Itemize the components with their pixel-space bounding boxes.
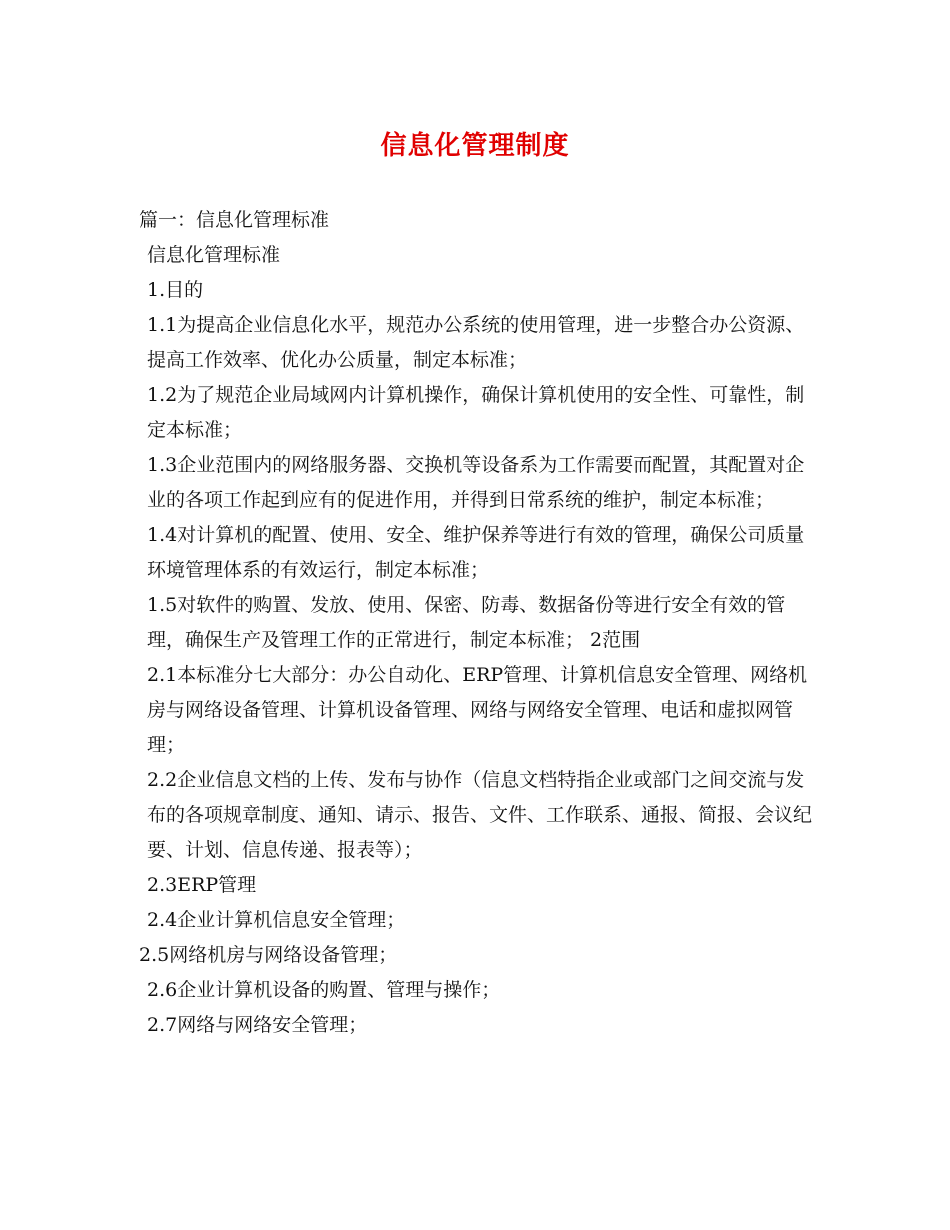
paragraph-2-2: 2.2企业信息文档的上传、发布与协作（信息文档特指企业或部门之间交流与发布的各项规章制度、通知、请示、报告、文件、工作联系、通报、简报、会议纪要、计划、信息传递、报表等）； [147, 769, 813, 861]
paragraph-1-4: 1.4对计算机的配置、使用、安全、维护保养等进行有效的管理，确保公司质量环境管理体系的有效运行，制定本标准； [147, 524, 805, 581]
paragraph-1-1: 1.1为提高企业信息化水平，规范办公系统的使用管理，进一步整合办公资源、提高工作效率、优化办公质量，制定本标准； [147, 314, 805, 371]
paragraph-2-1: 2.1本标准分七大部分：办公自动化、ERP管理、计算机信息安全管理、网络机房与网络设备管理、计算机设备管理、网络与网络安全管理、电话和虚拟网管理； [147, 664, 808, 756]
paragraph-2-3: 2.3ERP管理 [147, 874, 257, 896]
paragraph-1-2: 1.2为了规范企业局域网内计算机操作，确保计算机使用的安全性、可靠性，制定本标准； [147, 384, 805, 441]
paragraph-2-4: 2.4企业计算机信息安全管理； [147, 909, 406, 931]
paragraph-2-6: 2.6企业计算机设备的购置、管理与操作； [147, 979, 501, 1001]
paragraph-section-heading: 篇一：信息化管理标准 [139, 209, 330, 231]
paragraph-1: 1.目的 [147, 279, 204, 301]
document-title: 信息化管理制度 [380, 131, 570, 161]
paragraph-2-5: 2.5网络机房与网络设备管理； [139, 944, 398, 966]
paragraph-1-3: 1.3企业范围内的网络服务器、交换机等设备系为工作需要而配置，其配置对企业的各项工作起到应有的促进作用，并得到日常系统的维护，制定本标准； [147, 454, 805, 511]
paragraph-2-7: 2.7网络与网络安全管理； [147, 1014, 368, 1036]
paragraph-subtitle: 信息化管理标准 [147, 244, 281, 266]
paragraph-1-5: 1.5对软件的购置、发放、使用、保密、防毒、数据备份等进行安全有效的管理，确保生产及管理工作的正常进行，制定本标准； 2范围 [147, 594, 786, 651]
document-body [139, 203, 819, 1043]
